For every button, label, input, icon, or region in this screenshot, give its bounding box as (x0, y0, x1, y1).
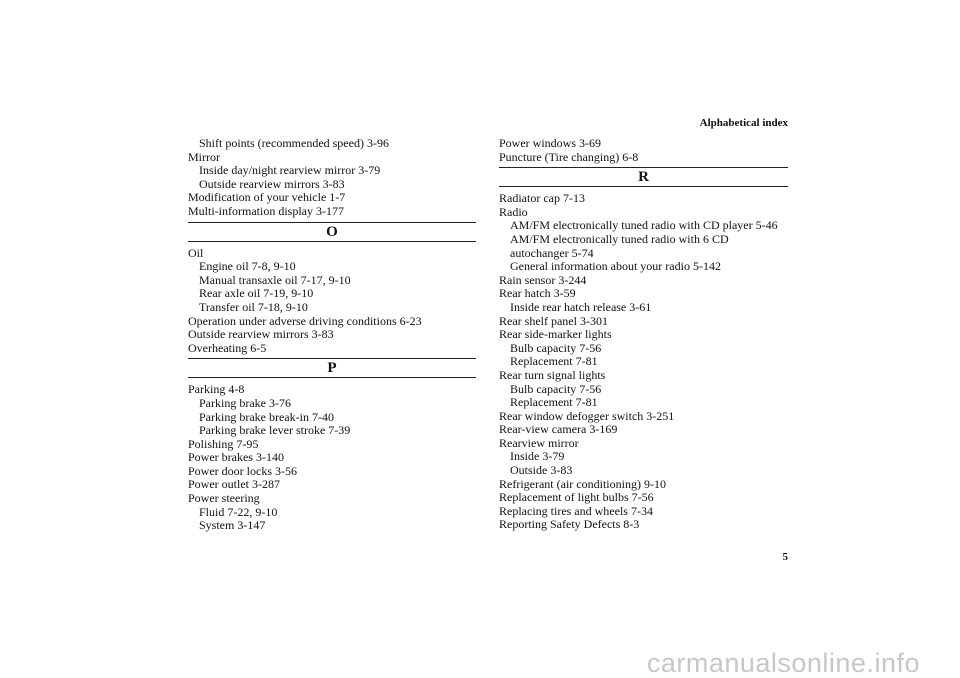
index-subentry: Replacement 7-81 (510, 354, 598, 369)
index-subentry: Manual transaxle oil 7-17, 9-10 (199, 272, 351, 287)
page-number: 5 (782, 551, 788, 563)
index-entry: Power door locks 3-56 (188, 463, 297, 478)
index-entry: Overheating 6-5 (188, 340, 267, 355)
index-entry: Rain sensor 3-244 (499, 272, 587, 287)
section-letter-heading: R (499, 167, 788, 187)
index-subentry: Fluid 7-22, 9-10 (199, 504, 278, 519)
index-subentry: Parking brake break-in 7-40 (199, 409, 334, 424)
index-subentry: Bulb capacity 7-56 (510, 340, 602, 355)
index-subentry: Inside 3-79 (510, 449, 565, 464)
index-entry: Radiator cap 7-13 (499, 191, 585, 206)
index-entry: Operation under adverse driving conditions 6-23 (188, 313, 422, 328)
index-entry: Replacing tires and wheels 7-34 (499, 503, 653, 518)
index-entry: Power brakes 3-140 (188, 450, 284, 465)
index-entry: Parking 4-8 (188, 382, 245, 397)
index-entry: Puncture (Tire changing) 6-8 (499, 149, 639, 164)
index-subentry: AM/FM electronically tuned radio with 6 CD autochanger 5-74 (510, 231, 729, 260)
index-entry: Rear window defogger switch 3-251 (499, 408, 675, 423)
running-header: Alphabetical index (699, 117, 788, 129)
index-entry: Modification of your vehicle 1-7 (188, 190, 346, 205)
index-subentry: Inside day/night rearview mirror 3-79 (199, 163, 381, 178)
index-subentry: Outside rearview mirrors 3-83 (199, 176, 345, 191)
index-subentry: Inside rear hatch release 3-61 (510, 299, 652, 314)
index-entry: Mirror (188, 149, 220, 164)
section-letter-heading: P (188, 358, 476, 378)
index-subentry: Bulb capacity 7-56 (510, 381, 602, 396)
index-entry: Power outlet 3-287 (188, 477, 280, 492)
index-subentry: Replacement 7-81 (510, 395, 598, 410)
index-subentry: System 3-147 (199, 518, 266, 533)
index-entry: Rear side-marker lights (499, 327, 612, 342)
index-entry: Radio (499, 204, 528, 219)
watermark: carmanualsonline.info (646, 648, 920, 678)
index-entry: Refrigerant (air conditioning) 9-10 (499, 476, 666, 491)
index-entry: Power steering (188, 491, 260, 506)
index-subentry: Transfer oil 7-18, 9-10 (199, 299, 308, 314)
index-entry: Power windows 3-69 (499, 136, 601, 150)
index-subentry: Outside 3-83 (510, 463, 573, 478)
index-entry: Rear shelf panel 3-301 (499, 313, 608, 328)
index-column-right (499, 137, 788, 532)
index-entry: Rear hatch 3-59 (499, 286, 576, 301)
index-entry: Rear turn signal lights (499, 367, 606, 382)
index-entry: Reporting Safety Defects 8-3 (499, 517, 640, 532)
index-subentry: Parking brake lever stroke 7-39 (199, 423, 351, 438)
index-subentry: AM/FM electronically tuned radio with CD player 5-46 (510, 218, 778, 233)
index-entry: Rear-view camera 3-169 (499, 422, 618, 437)
index-subentry: General information about your radio 5-142 (510, 259, 721, 274)
index-entry: Oil (188, 245, 204, 260)
index-subentry: Rear axle oil 7-19, 9-10 (199, 286, 314, 301)
section-letter-heading: O (188, 222, 476, 242)
index-entry: Replacement of light bulbs 7-56 (499, 490, 654, 505)
index-column-left (188, 137, 476, 533)
index-subentry: Engine oil 7-8, 9-10 (199, 259, 296, 274)
index-subentry: Parking brake 3-76 (199, 395, 291, 410)
index-entry: Polishing 7-95 (188, 436, 259, 451)
index-entry: Multi-information display 3-177 (188, 203, 344, 218)
index-subentry: Shift points (recommended speed) 3-96 (199, 136, 389, 150)
index-entry: Rearview mirror (499, 435, 579, 450)
index-entry: Outside rearview mirrors 3-83 (188, 327, 334, 342)
